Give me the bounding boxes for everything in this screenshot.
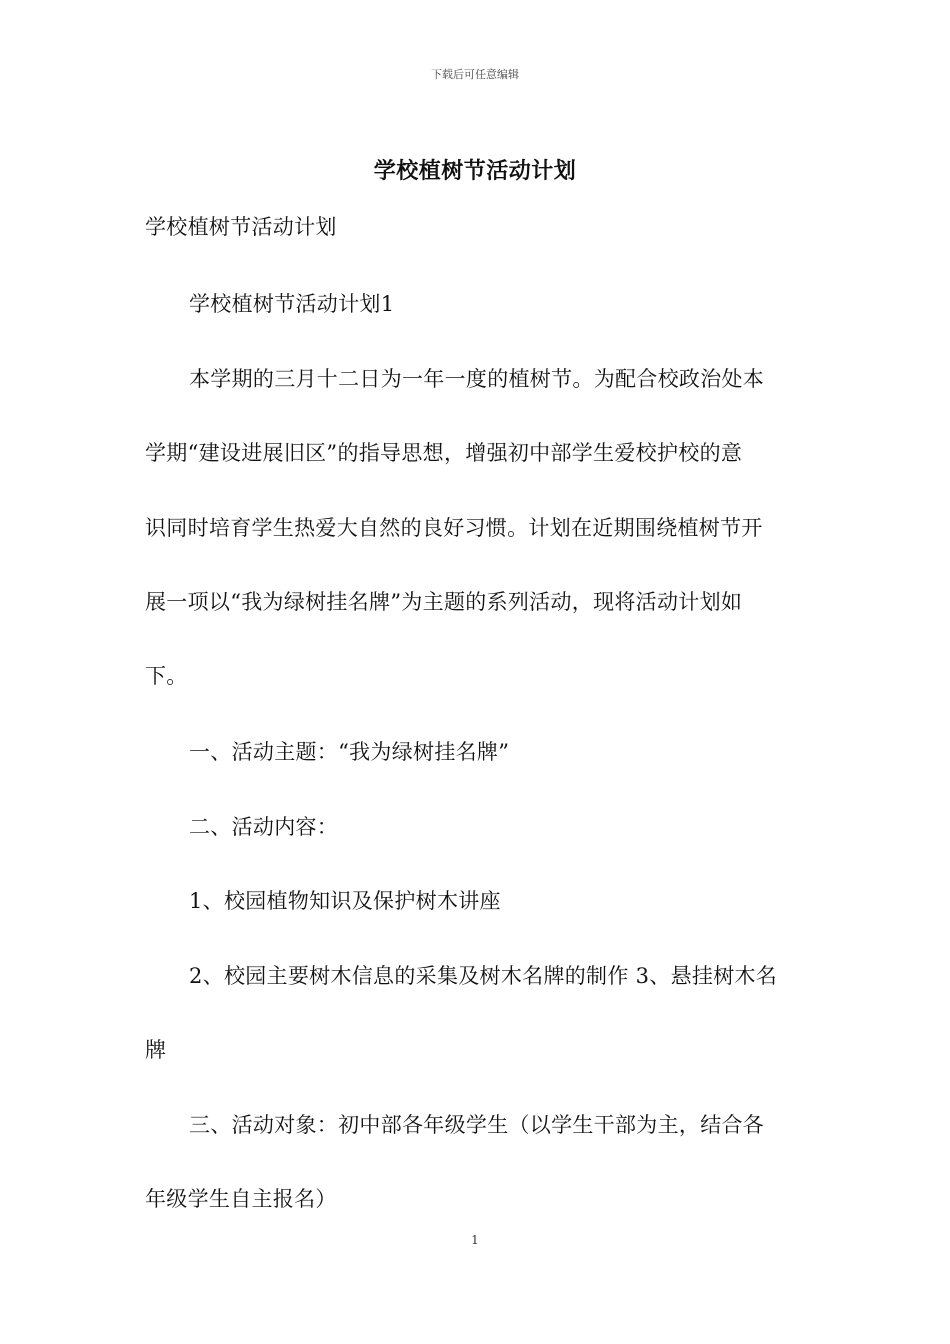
list-item: 1、校园植物知识及保护树木讲座	[189, 889, 501, 913]
list-item: 牌	[145, 1038, 167, 1062]
list-item: 2、校园主要树木信息的采集及树木名牌的制作 3、悬挂树木名	[189, 964, 778, 988]
paragraph-line: 下。	[145, 664, 188, 688]
header-note: 下载后可任意编辑	[431, 68, 519, 81]
paragraph-line: 学期“建设进展旧区”的指导思想，增强初中部学生爱校护校的意	[145, 441, 743, 465]
list-item: 二、活动内容：	[189, 815, 339, 839]
paragraph-line: 展一项以“我为绿树挂名牌”为主题的系列活动，现将活动计划如	[145, 590, 743, 614]
paragraph-line: 识同时培育学生热爱大自然的良好习惯。计划在近期围绕植树节开	[145, 516, 763, 540]
list-item: 一、活动主题：“我为绿树挂名牌”	[189, 740, 510, 764]
section-heading: 学校植树节活动计划1	[189, 292, 395, 316]
subtitle-line: 学校植树节活动计划	[145, 215, 337, 239]
paragraph-line: 本学期的三月十二日为一年一度的植树节。为配合校政治处本	[189, 367, 765, 391]
document-title: 学校植树节活动计划	[373, 158, 577, 184]
list-item: 年级学生自主报名）	[145, 1187, 337, 1211]
list-item: 三、活动对象：初中部各年级学生（以学生干部为主，结合各	[189, 1113, 765, 1137]
page-number: 1	[471, 1233, 479, 1247]
